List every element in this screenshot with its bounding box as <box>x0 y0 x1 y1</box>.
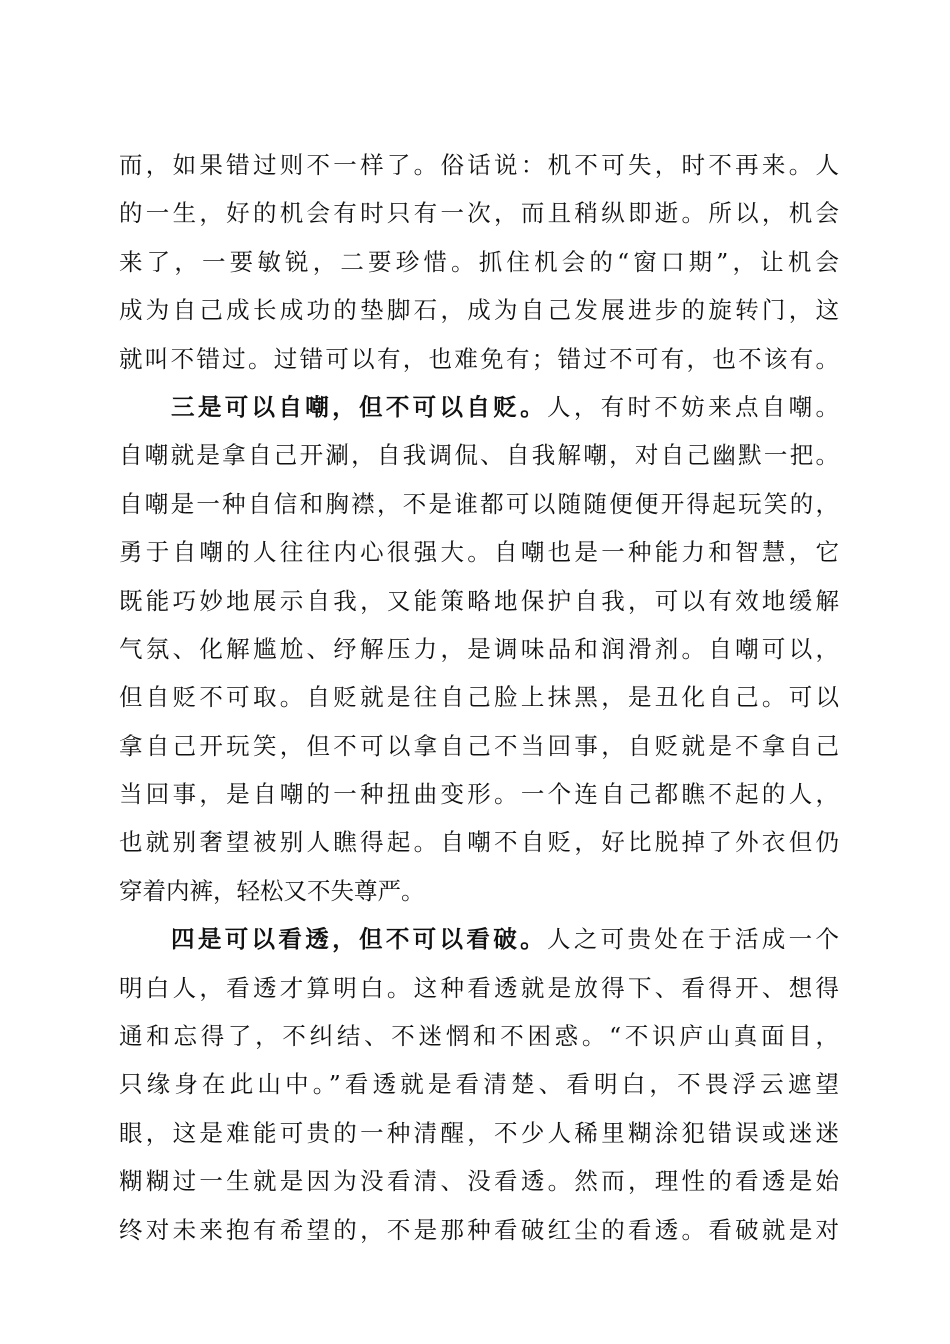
first-line-text: 人，有时不妨来点自嘲。 <box>546 392 840 421</box>
text-line: 来了，一要敏锐，二要珍惜。抓住机会的“窗口期”，让机会 <box>119 247 839 276</box>
text-line: 当回事，是自嘲的一种扭曲变形。一个连自己都瞧不起的人， <box>119 780 839 809</box>
text-line: 通和忘得了，不纠结、不迷惘和不困惑。“不识庐山真面目， <box>119 1022 839 1051</box>
paragraph-2 <box>119 383 839 915</box>
text-line: 只缘身在此山中。”看透就是看清楚、看明白，不畏浮云遮望 <box>119 1070 839 1099</box>
body-text <box>119 141 839 1254</box>
paragraph-1 <box>119 141 839 383</box>
paragraph-first-line <box>119 915 839 963</box>
text-line: 穿着内裤，轻松又不失尊严。 <box>119 876 425 905</box>
text-line: 也就别奢望被别人瞧得起。自嘲不自贬，好比脱掉了外衣但仍 <box>119 828 839 857</box>
text-line: 糊糊过一生就是因为没看清、没看透。然而，理性的看透是始 <box>119 1167 839 1196</box>
text-line: 勇于自嘲的人往往内心很强大。自嘲也是一种能力和智慧，它 <box>119 538 839 567</box>
text-line: 终对未来抱有希望的，不是那种看破红尘的看透。看破就是对 <box>119 1215 839 1244</box>
text-line: 既能巧妙地展示自我，又能策略地保护自我，可以有效地缓解 <box>119 586 839 615</box>
text-line: 气氛、化解尴尬、纾解压力，是调味品和润滑剂。自嘲可以， <box>119 634 839 663</box>
text-line: 拿自己开玩笑，但不可以拿自己不当回事，自贬就是不拿自己 <box>119 731 839 760</box>
text-line: 明白人，看透才算明白。这种看透就是放得下、看得开、想得 <box>119 973 839 1002</box>
paragraph-lead-heading: 三是可以自嘲，但不可以自贬。 <box>171 392 547 421</box>
paragraph-lead-heading: 四是可以看透，但不可以看破。 <box>171 925 547 954</box>
paragraph-3 <box>119 915 839 1254</box>
text-line: 自嘲就是拿自己开涮，自我调侃、自我解嘲，对自己幽默一把。 <box>119 441 839 470</box>
first-line-text: 人之可贵处在于活成一个 <box>546 925 840 954</box>
text-line: 而，如果错过则不一样了。俗话说：机不可失，时不再来。人 <box>119 151 839 179</box>
text-line: 但自贬不可取。自贬就是往自己脸上抹黑，是丑化自己。可以 <box>119 683 839 712</box>
paragraph-first-line <box>119 383 839 431</box>
text-line: 成为自己成长成功的垫脚石，成为自己发展进步的旋转门，这 <box>119 296 839 325</box>
text-line: 自嘲是一种自信和胸襟，不是谁都可以随随便便开得起玩笑的， <box>119 489 839 518</box>
text-line: 眼，这是难能可贵的一种清醒，不少人稀里糊涂犯错误或迷迷 <box>119 1118 839 1147</box>
text-line: 的一生，好的机会有时只有一次，而且稍纵即逝。所以，机会 <box>119 199 839 228</box>
text-line: 就叫不错过。过错可以有，也难免有；错过不可有，也不该有。 <box>119 344 839 373</box>
